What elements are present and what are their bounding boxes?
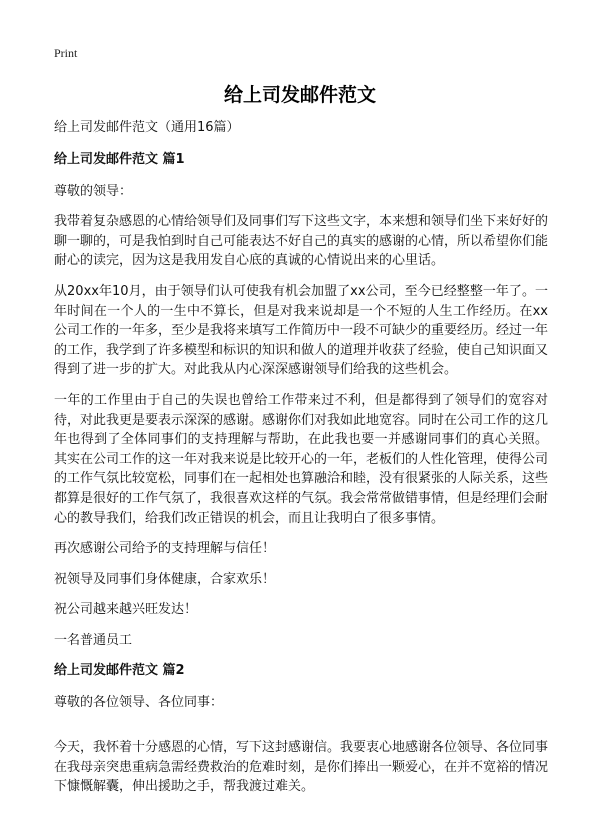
paragraph: 祝领导及同事们身体健康，合家欢乐！ (54, 571, 276, 587)
page-title: 给上司发邮件范文 (223, 84, 376, 106)
signature: 一名普通员工 (54, 632, 133, 648)
subtitle: 给上司发邮件范文（通用16篇） (54, 120, 240, 135)
paragraph: 再次感谢公司给予的支持理解与信任！ (54, 541, 276, 557)
article-body (54, 118, 548, 724)
section-heading: 给上司发邮件范文 篇2 (54, 663, 185, 679)
section-heading: 给上司发邮件范文 篇1 (54, 151, 185, 167)
print-link[interactable]: Print (54, 46, 78, 60)
salutation: 尊敬的领导： (54, 183, 133, 199)
paragraph: 一年的工作里由于自己的失误也曾给工作带来过不利，但是都得到了领导们的宽容对待，对此我更是要表示深深的感谢。感谢你们对我如此地宽容。同时在公司工作的这几年也得到了全体同事们的支持理解与帮助，在此我也要一并感谢同事们的真心关照。 其实在公司工作的这一年对我来说是比较开心的一年，老板们的人性化管理，使得公司的工作气氛比较宽松，同事们在一起相处也算融洽和睦，没有很紧张的人际关系，这些都算是很好的工作气氛了，我很喜欢这样的气氛。我会常常做错事情，但是经理们会耐心的教导我们，给我们改正错误的机会，而且让我明白了很多事情。 (54, 392, 549, 526)
paragraph: 祝公司越来越兴旺发达！ (54, 602, 198, 618)
salutation: 尊敬的各位领导、各位同事： (54, 695, 224, 711)
truncated-paragraph-container (54, 738, 549, 795)
paragraph: 今天，我怀着十分感恩的心情，写下这封感谢信。我要衷心地感谢各位领导、各位同事在我母亲突患重病急需经费救治的危难时刻，是你们捧出一颗爱心，在并不宽裕的情况下慷慨解囊，伸出援助之手，帮我渡过难关。 (54, 740, 549, 795)
paragraph: 我带着复杂感恩的心情给领导们及同事们写下这些文字，本来想和领导们坐下来好好的聊一聊的，可是我怕到时自己可能表达不好自己的真实的感谢的心情，所以希望你们能耐心的读完，因为这是我用发自心底的真诚的心情说出来的心里话。 (54, 214, 549, 269)
paragraph: 从20xx年10月，由于领导们认可使我有机会加盟了xx公司，至今已经整整一年了。一年时间在一个人的一生中不算长，但是对我来说却是一个不短的人生工作经历。在xx公司工作的一年多，至少是我将来填写工作简历中一段不可缺少的重要经历。经过一年的工作，我学到了许多模型和标识的知识和做人的道理并收获了经验，使自己知识面又得到了进一步的扩大。对此我从内心深深感谢领导们给我的这些机会。 (54, 283, 549, 378)
